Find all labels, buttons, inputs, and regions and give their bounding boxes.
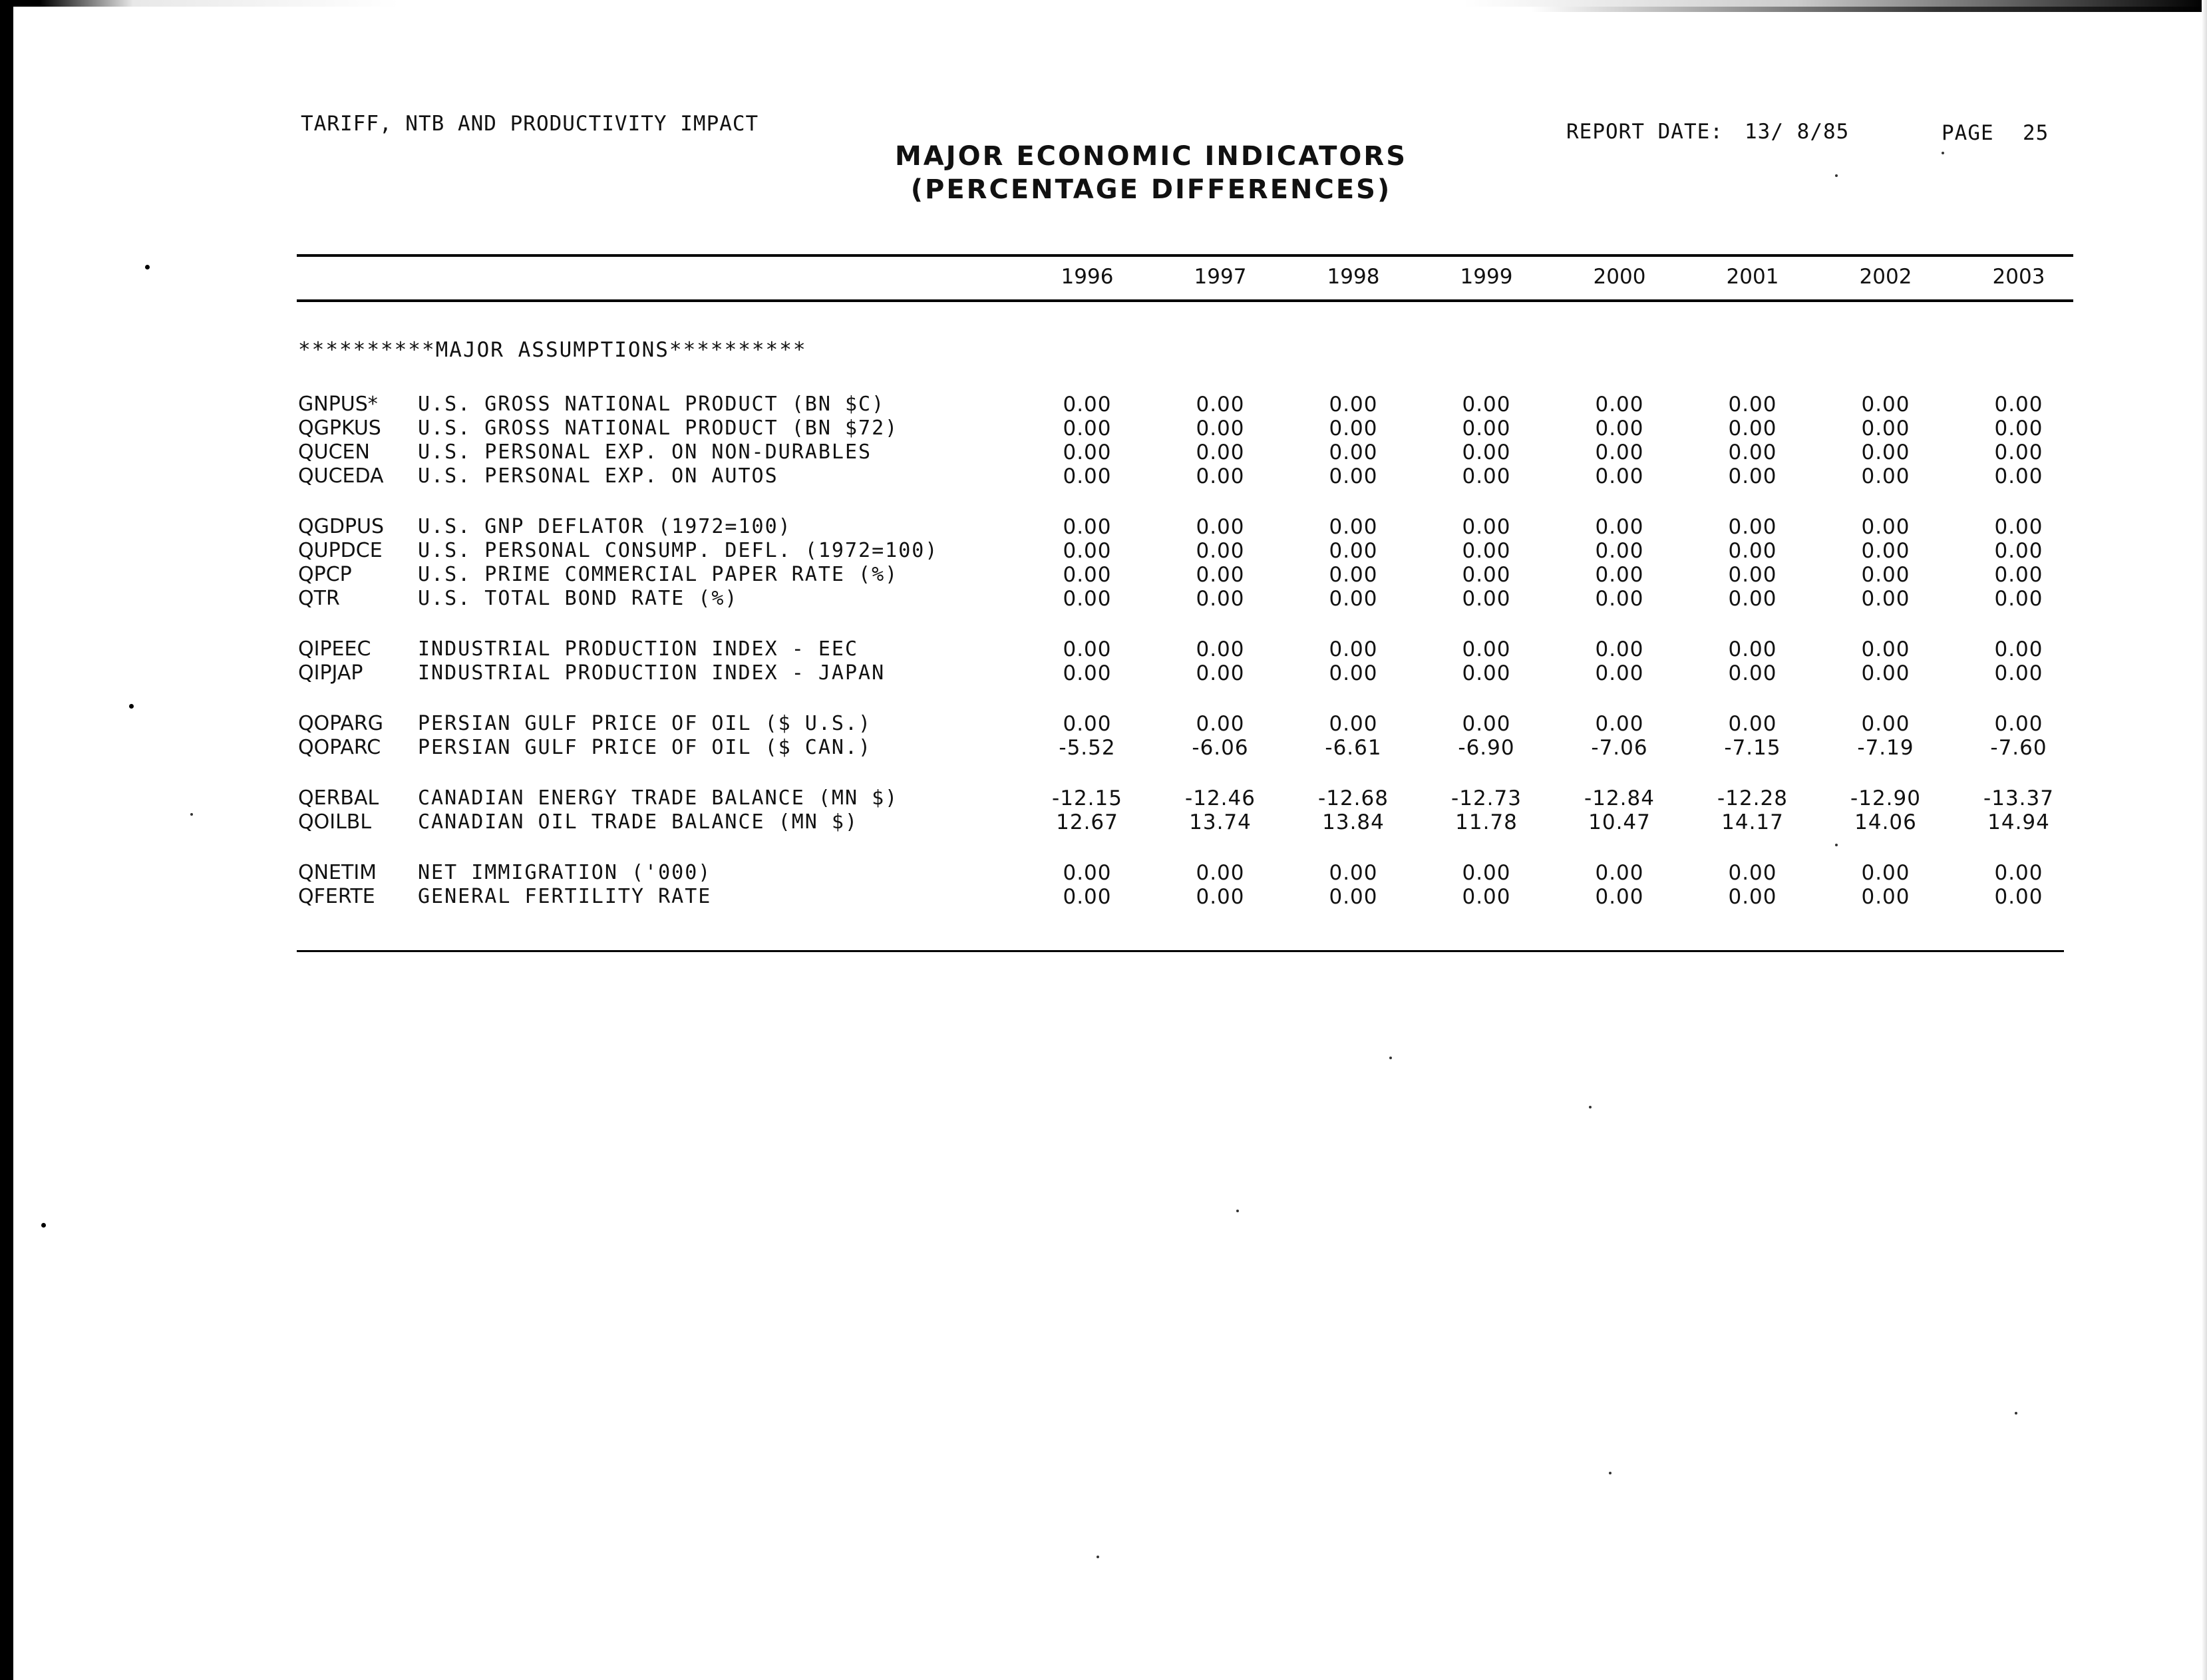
value-cell-2003: 0.00 (1994, 563, 2043, 587)
scan-speck (1835, 844, 1838, 846)
value-cell-1998: 0.00 (1329, 661, 1378, 685)
scan-speck (1097, 1556, 1099, 1558)
value-cell-1998: 0.00 (1329, 885, 1378, 909)
value-cell-1999: 0.00 (1462, 861, 1511, 885)
value-cell-2000: 0.00 (1595, 637, 1644, 661)
indicator-description: PERSIAN GULF PRICE OF OIL ($ CAN.) (418, 736, 872, 759)
indicator-code: QPCP (298, 563, 352, 586)
scan-border-left (0, 0, 13, 1680)
indicator-description: U.S. GROSS NATIONAL PRODUCT (BN $72) (418, 417, 899, 440)
value-cell-1997: 0.00 (1196, 440, 1245, 464)
value-cell-2001: 0.00 (1728, 464, 1777, 488)
indicator-code: QOILBL (298, 810, 372, 834)
table-row (0, 885, 2207, 909)
value-cell-2000: 0.00 (1595, 563, 1644, 587)
value-cell-1997: 0.00 (1196, 861, 1245, 885)
value-cell-2003: 0.00 (1994, 637, 2043, 661)
indicator-description: PERSIAN GULF PRICE OF OIL ($ U.S.) (418, 712, 872, 735)
section-heading: **********MAJOR ASSUMPTIONS********** (298, 338, 807, 362)
indicator-code: QUCEDA (298, 464, 384, 488)
scan-speck (1589, 1106, 1592, 1108)
scan-speck (1835, 174, 1838, 177)
value-cell-1996: 0.00 (1063, 515, 1112, 539)
value-cell-2001: 0.00 (1728, 885, 1777, 909)
value-cell-2000: 0.00 (1595, 861, 1644, 885)
value-cell-1999: 0.00 (1462, 440, 1511, 464)
value-cell-1999: 0.00 (1462, 464, 1511, 488)
value-cell-2002: 0.00 (1861, 515, 1910, 539)
report-subject: TARIFF, NTB AND PRODUCTIVITY IMPACT (301, 112, 759, 136)
value-cell-2003: 0.00 (1994, 661, 2043, 685)
value-cell-2000: 0.00 (1595, 661, 1644, 685)
value-cell-2001: 0.00 (1728, 539, 1777, 563)
value-cell-1997: 0.00 (1196, 539, 1245, 563)
table-row (0, 786, 2207, 810)
value-cell-1999: 0.00 (1462, 587, 1511, 611)
value-cell-1997: 0.00 (1196, 587, 1245, 611)
value-cell-1999: 0.00 (1462, 885, 1511, 909)
table-row (0, 712, 2207, 736)
value-cell-2001: -7.15 (1724, 736, 1781, 760)
value-cell-2003: 0.00 (1994, 712, 2043, 736)
scan-border-top (0, 0, 2207, 7)
value-cell-1999: 0.00 (1462, 515, 1511, 539)
indicator-description: U.S. PERSONAL CONSUMP. DEFL. (1972=100) (418, 539, 939, 562)
scan-speck (41, 1223, 46, 1228)
report-date-value: 13/ 8/85 (1745, 120, 1850, 144)
indicator-code: QGPKUS (298, 417, 381, 440)
value-cell-1997: -12.46 (1185, 786, 1256, 810)
value-cell-1999: 0.00 (1462, 712, 1511, 736)
page-title: MAJOR ECONOMIC INDICATORS (894, 141, 1408, 172)
indicator-description: U.S. TOTAL BOND RATE (%) (418, 587, 739, 610)
value-cell-1998: 0.00 (1329, 637, 1378, 661)
value-cell-1998: 0.00 (1329, 393, 1378, 417)
value-cell-2001: 0.00 (1728, 393, 1777, 417)
table-row (0, 637, 2207, 661)
year-header-1996: 1996 (1061, 265, 1114, 289)
value-cell-1998: -12.68 (1318, 786, 1389, 810)
value-cell-1996: 12.67 (1056, 810, 1118, 834)
value-cell-2002: 0.00 (1861, 587, 1910, 611)
value-cell-2001: 14.17 (1721, 810, 1784, 834)
table-row (0, 736, 2207, 760)
value-cell-2001: 0.00 (1728, 563, 1777, 587)
value-cell-2000: 0.00 (1595, 417, 1644, 440)
indicator-description: U.S. GNP DEFLATOR (1972=100) (418, 515, 792, 538)
year-header-1998: 1998 (1327, 265, 1380, 289)
value-cell-1998: 0.00 (1329, 515, 1378, 539)
value-cell-1999: -12.73 (1451, 786, 1522, 810)
value-cell-2002: 0.00 (1861, 712, 1910, 736)
value-cell-1998: 0.00 (1329, 417, 1378, 440)
value-cell-2002: 0.00 (1861, 885, 1910, 909)
indicator-description: CANADIAN OIL TRADE BALANCE (MN $) (418, 810, 859, 834)
value-cell-1996: 0.00 (1063, 885, 1112, 909)
value-cell-1998: 0.00 (1329, 563, 1378, 587)
value-cell-1998: 0.00 (1329, 712, 1378, 736)
scan-speck (1389, 1057, 1392, 1059)
value-cell-2003: 0.00 (1994, 539, 2043, 563)
value-cell-1996: 0.00 (1063, 464, 1112, 488)
value-cell-2000: 0.00 (1595, 393, 1644, 417)
value-cell-1998: 0.00 (1329, 587, 1378, 611)
indicator-code: QERBAL (298, 786, 379, 810)
value-cell-1999: 0.00 (1462, 393, 1511, 417)
value-cell-2002: 0.00 (1861, 393, 1910, 417)
value-cell-2003: 0.00 (1994, 861, 2043, 885)
table-row (0, 587, 2207, 611)
value-cell-2002: -7.19 (1857, 736, 1914, 760)
value-cell-1996: 0.00 (1063, 440, 1112, 464)
value-cell-1998: 0.00 (1329, 539, 1378, 563)
page-subtitle: (PERCENTAGE DIFFERENCES) (910, 174, 1392, 205)
indicator-code: QOPARC (298, 736, 381, 759)
value-cell-1999: 0.00 (1462, 637, 1511, 661)
value-cell-1999: 0.00 (1462, 417, 1511, 440)
value-cell-1996: 0.00 (1063, 712, 1112, 736)
value-cell-2001: -12.28 (1717, 786, 1788, 810)
scan-speck (2015, 1412, 2017, 1415)
value-cell-1996: 0.00 (1063, 417, 1112, 440)
value-cell-2002: 0.00 (1861, 637, 1910, 661)
value-cell-1996: 0.00 (1063, 563, 1112, 587)
value-cell-1997: -6.06 (1192, 736, 1249, 760)
indicator-code: QNETIM (298, 861, 377, 884)
value-cell-2003: -13.37 (1983, 786, 2054, 810)
value-cell-2002: 0.00 (1861, 440, 1910, 464)
table-row (0, 464, 2207, 488)
value-cell-2003: 0.00 (1994, 587, 2043, 611)
scan-border-top-right (1530, 7, 2207, 12)
value-cell-1997: 0.00 (1196, 661, 1245, 685)
value-cell-2003: 0.00 (1994, 393, 2043, 417)
value-cell-2001: 0.00 (1728, 587, 1777, 611)
scan-speck (145, 265, 150, 269)
value-cell-1996: 0.00 (1063, 393, 1112, 417)
value-cell-1999: 0.00 (1462, 539, 1511, 563)
value-cell-1997: 0.00 (1196, 464, 1245, 488)
value-cell-2001: 0.00 (1728, 637, 1777, 661)
indicator-description: U.S. PERSONAL EXP. ON NON-DURABLES (418, 440, 872, 464)
value-cell-1997: 0.00 (1196, 515, 1245, 539)
value-cell-2003: -7.60 (1990, 736, 2047, 760)
indicator-code: QIPJAP (298, 661, 363, 685)
value-cell-2003: 0.00 (1994, 515, 2043, 539)
value-cell-2000: -12.84 (1584, 786, 1655, 810)
value-cell-1996: 0.00 (1063, 587, 1112, 611)
indicator-code: QGDPUS (298, 515, 385, 538)
value-cell-2002: 0.00 (1861, 563, 1910, 587)
value-cell-2000: 0.00 (1595, 464, 1644, 488)
indicator-code: GNPUS* (298, 393, 378, 416)
value-cell-1998: 0.00 (1329, 464, 1378, 488)
year-header-1999: 1999 (1460, 265, 1513, 289)
value-cell-1996: 0.00 (1063, 861, 1112, 885)
value-cell-1997: 0.00 (1196, 417, 1245, 440)
value-cell-2000: 0.00 (1595, 712, 1644, 736)
value-cell-2002: 0.00 (1861, 861, 1910, 885)
table-top-rule (297, 254, 2073, 257)
table-row (0, 539, 2207, 563)
table-row (0, 563, 2207, 587)
value-cell-1996: 0.00 (1063, 539, 1112, 563)
value-cell-1997: 0.00 (1196, 563, 1245, 587)
table-row (0, 440, 2207, 464)
value-cell-2002: 0.00 (1861, 661, 1910, 685)
value-cell-2003: 0.00 (1994, 464, 2043, 488)
year-header-2002: 2002 (1859, 265, 1912, 289)
value-cell-1998: -6.61 (1325, 736, 1382, 760)
indicator-description: U.S. PRIME COMMERCIAL PAPER RATE (%) (418, 563, 899, 586)
value-cell-2002: 0.00 (1861, 539, 1910, 563)
year-header-2001: 2001 (1726, 265, 1779, 289)
indicator-code: QUPDCE (298, 539, 383, 562)
value-cell-2002: -12.90 (1850, 786, 1921, 810)
scan-speck (129, 704, 134, 709)
value-cell-2000: 0.00 (1595, 515, 1644, 539)
value-cell-1997: 0.00 (1196, 637, 1245, 661)
table-row (0, 810, 2207, 834)
value-cell-1996: -12.15 (1052, 786, 1122, 810)
value-cell-2000: 0.00 (1595, 440, 1644, 464)
table-row (0, 515, 2207, 539)
value-cell-2002: 0.00 (1861, 417, 1910, 440)
value-cell-2002: 14.06 (1854, 810, 1917, 834)
value-cell-1997: 13.74 (1189, 810, 1252, 834)
value-cell-1998: 13.84 (1322, 810, 1385, 834)
year-header-2000: 2000 (1593, 265, 1646, 289)
indicator-code: QTR (298, 587, 340, 610)
year-header-1997: 1997 (1194, 265, 1247, 289)
indicator-description: CANADIAN ENERGY TRADE BALANCE (MN $) (418, 786, 899, 810)
value-cell-2001: 0.00 (1728, 712, 1777, 736)
page-number: 25 (2023, 121, 2049, 145)
scan-speck (1609, 1472, 1612, 1474)
indicator-description: GENERAL FERTILITY RATE (418, 885, 712, 908)
value-cell-1997: 0.00 (1196, 712, 1245, 736)
value-cell-2003: 0.00 (1994, 417, 2043, 440)
value-cell-2001: 0.00 (1728, 515, 1777, 539)
value-cell-2001: 0.00 (1728, 440, 1777, 464)
value-cell-2000: 10.47 (1588, 810, 1651, 834)
value-cell-2001: 0.00 (1728, 661, 1777, 685)
indicator-description: U.S. PERSONAL EXP. ON AUTOS (418, 464, 778, 488)
value-cell-2003: 0.00 (1994, 885, 2043, 909)
indicator-code: QFERTE (298, 885, 375, 908)
table-row (0, 417, 2207, 440)
value-cell-1999: 0.00 (1462, 563, 1511, 587)
indicator-code: QUCEN (298, 440, 370, 464)
scan-speck (1236, 1210, 1239, 1212)
table-row (0, 661, 2207, 685)
value-cell-1997: 0.00 (1196, 885, 1245, 909)
indicator-description: U.S. GROSS NATIONAL PRODUCT (BN $C) (418, 393, 886, 416)
indicator-description: INDUSTRIAL PRODUCTION INDEX - JAPAN (418, 661, 886, 685)
value-cell-2001: 0.00 (1728, 861, 1777, 885)
table-header-rule (297, 299, 2073, 302)
value-cell-2001: 0.00 (1728, 417, 1777, 440)
indicator-description: NET IMMIGRATION ('000) (418, 861, 712, 884)
year-header-2003: 2003 (1992, 265, 2045, 289)
value-cell-2000: 0.00 (1595, 587, 1644, 611)
value-cell-1996: 0.00 (1063, 661, 1112, 685)
indicator-description: INDUSTRIAL PRODUCTION INDEX - EEC (418, 637, 859, 661)
page-label: PAGE (1942, 121, 1994, 145)
value-cell-1999: 11.78 (1455, 810, 1518, 834)
table-bottom-rule (297, 950, 2064, 952)
value-cell-1996: 0.00 (1063, 637, 1112, 661)
value-cell-2000: 0.00 (1595, 885, 1644, 909)
scan-border-right (2202, 0, 2207, 1680)
report-date-label: REPORT DATE: (1566, 120, 1723, 144)
value-cell-1998: 0.00 (1329, 861, 1378, 885)
table-row (0, 393, 2207, 417)
value-cell-2000: 0.00 (1595, 539, 1644, 563)
value-cell-1996: -5.52 (1059, 736, 1116, 760)
value-cell-1997: 0.00 (1196, 393, 1245, 417)
indicator-code: QIPEEC (298, 637, 371, 661)
value-cell-1999: -6.90 (1458, 736, 1515, 760)
value-cell-2000: -7.06 (1591, 736, 1648, 760)
table-row (0, 861, 2207, 885)
value-cell-2003: 0.00 (1994, 440, 2043, 464)
value-cell-2003: 14.94 (1987, 810, 2050, 834)
scan-speck (1942, 152, 1944, 154)
value-cell-2002: 0.00 (1861, 464, 1910, 488)
value-cell-1999: 0.00 (1462, 661, 1511, 685)
value-cell-1998: 0.00 (1329, 440, 1378, 464)
indicator-code: QOPARG (298, 712, 384, 735)
